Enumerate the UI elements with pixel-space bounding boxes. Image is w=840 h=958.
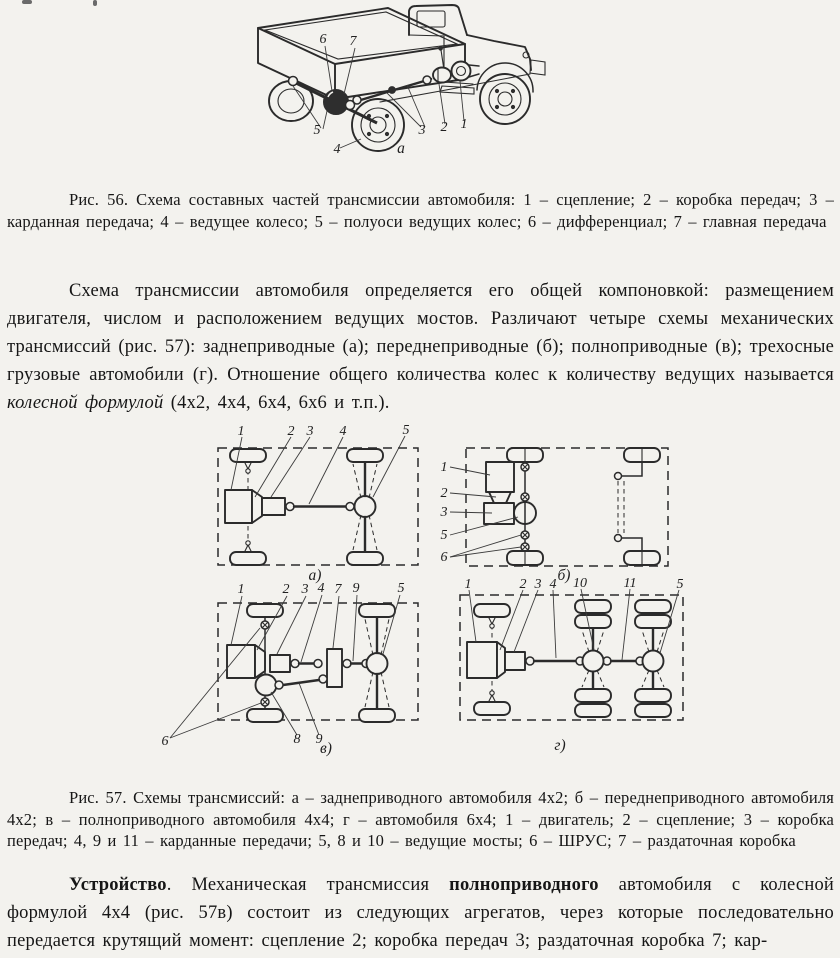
fig56-label-1: 1 (460, 117, 468, 132)
fig57a-label-4: 4 (339, 424, 347, 439)
fig57a-label-1: 1 (237, 424, 245, 439)
paragraph2-text-end: автомобиля с колесной формулой 4х4 (рис. 57в) состоит из следующих агрегатов, через которые последовательно передается крутящий момент: сцепление 2; коробка передач 3; раздаточная коробка 7; кар- (7, 875, 834, 951)
gearbox (262, 498, 285, 515)
fig57v-sublabel: в) (320, 740, 332, 757)
caption-figure-56: Рис. 56. Схема составных частей трансмиссии автомобиля: 1 – сцепление; 2 – коробка передач; 3 – карданная передача; 4 – ведущее колесо; 5 – полуоси ведущих колес; 6 – дифференциал; 7 – главная передача (7, 190, 834, 231)
fig57b-label-2: 2 (440, 486, 448, 501)
paragraph1-italic-term: колесной формулой (7, 393, 164, 413)
fig57v-label-2: 2 (282, 582, 290, 597)
fig56-label-7: 7 (349, 34, 357, 49)
page-edge-artifact (93, 0, 97, 6)
paragraph-transmission-schemes (7, 277, 834, 417)
fig57v-label-6: 6 (161, 734, 169, 749)
fig57g-label-1: 1 (464, 577, 472, 592)
fig57v-label-3: 3 (301, 582, 309, 597)
figure-57v-all-wheel-drive-scheme (143, 583, 443, 763)
fig57v-label-9b: 9 (315, 732, 323, 747)
fig56-label-4: 4 (333, 142, 341, 157)
middle-differential (583, 651, 604, 672)
fig57a-label-5: 5 (402, 423, 410, 438)
page-edge-artifact (22, 0, 32, 4)
fig57v-label-7: 7 (334, 582, 342, 597)
powertrain (225, 490, 376, 523)
fig57g-label-3: 3 (534, 577, 542, 592)
gearbox (505, 652, 525, 670)
fig56-sublabel-a: а (397, 140, 405, 157)
fig56-label-3: 3 (418, 123, 426, 138)
differential-housing (324, 90, 349, 115)
fig57g-label-5: 5 (676, 577, 684, 592)
fig57v-label-5: 5 (397, 581, 405, 596)
figure-57b-front-drive-scheme (430, 423, 680, 583)
fig57b-sublabel: б) (557, 567, 571, 584)
rear-trailing-axle (615, 448, 661, 565)
rear-axle-differential (355, 496, 376, 517)
clutch (452, 62, 471, 81)
paragraph2-bold-heading: Устройство (69, 875, 167, 895)
rear-differential (643, 651, 664, 672)
paragraph1-text: Схема трансмиссии автомобиля определяется его общей компоновкой: размещением двигателя, числом и расположением ведущих мостов. Различают четыре схемы механических трансмиссий (рис. 57): заднеприводные (а); переднеприводные (б); полноприводные (в); трехосные грузовые автомобили (г). Отношение общего количества колес к количеству ведущих называется (7, 281, 834, 385)
engine (227, 645, 255, 678)
fig57a-label-3: 3 (306, 424, 314, 439)
fig57b-label-6: 6 (440, 550, 448, 565)
fig57b-label-3: 3 (440, 505, 448, 520)
caption-figure-57: Рис. 57. Схемы трансмиссий: а – заднеприводного автомобиля 4х2; б – переднеприводного автомобиля 4х2; в – полноприводного автомобиля 4х4; г – автомобиля 6х4; 1 – двигатель; 2 – сцепление; 3 – коробка передач; 4, 9 и 11 – карданные передачи; 5, 8 и 10 – ведущие мосты; 6 – ШРУС; 7 – раздаточная коробка (7, 788, 834, 851)
transfer-case (327, 649, 342, 687)
fig57g-label-11: 11 (623, 576, 637, 591)
figure-56-truck-drawing (228, 2, 573, 170)
fig57b-label-5: 5 (440, 528, 448, 543)
paragraph2-text: . Механическая трансмиссия (166, 875, 450, 895)
fig57g-label-10: 10 (573, 576, 587, 591)
powertrain (227, 645, 370, 689)
fig57v-label-9: 9 (352, 581, 360, 596)
gearbox (484, 503, 514, 524)
engine (225, 490, 252, 523)
fig57a-sublabel: а) (308, 567, 322, 584)
fig56-label-2: 2 (440, 120, 448, 135)
figure-57a-rear-drive-scheme (205, 423, 435, 583)
fig57a-label-2: 2 (287, 424, 295, 439)
fig57g-label-4: 4 (549, 577, 557, 592)
paragraph1-text-end: (4х2, 4х4, 6х4, 6х6 и т.п.). (163, 393, 390, 413)
fig57b-label-1: 1 (440, 460, 448, 475)
engine (467, 642, 497, 678)
front-differential (256, 675, 277, 696)
fig56-label-6: 6 (319, 32, 327, 47)
clutch (255, 645, 265, 678)
figure-57g-six-by-four-scheme (448, 576, 693, 756)
paragraph2-bold-term: полноприводного (449, 875, 599, 895)
fig57v-label-1: 1 (237, 582, 245, 597)
clutch (489, 492, 511, 503)
fig56-label-5: 5 (313, 123, 321, 138)
fig57v-label-4: 4 (317, 581, 325, 596)
fig57g-sublabel: г) (554, 737, 566, 754)
fig57g-label-2: 2 (519, 577, 527, 592)
rear-differential (367, 653, 388, 674)
transverse-powertrain (484, 462, 536, 524)
engine (486, 462, 514, 492)
clutch (252, 490, 262, 523)
gearbox (433, 68, 451, 83)
paragraph-ustroystvo (7, 871, 834, 955)
gearbox (270, 655, 290, 672)
fig57v-label-8: 8 (293, 732, 301, 747)
